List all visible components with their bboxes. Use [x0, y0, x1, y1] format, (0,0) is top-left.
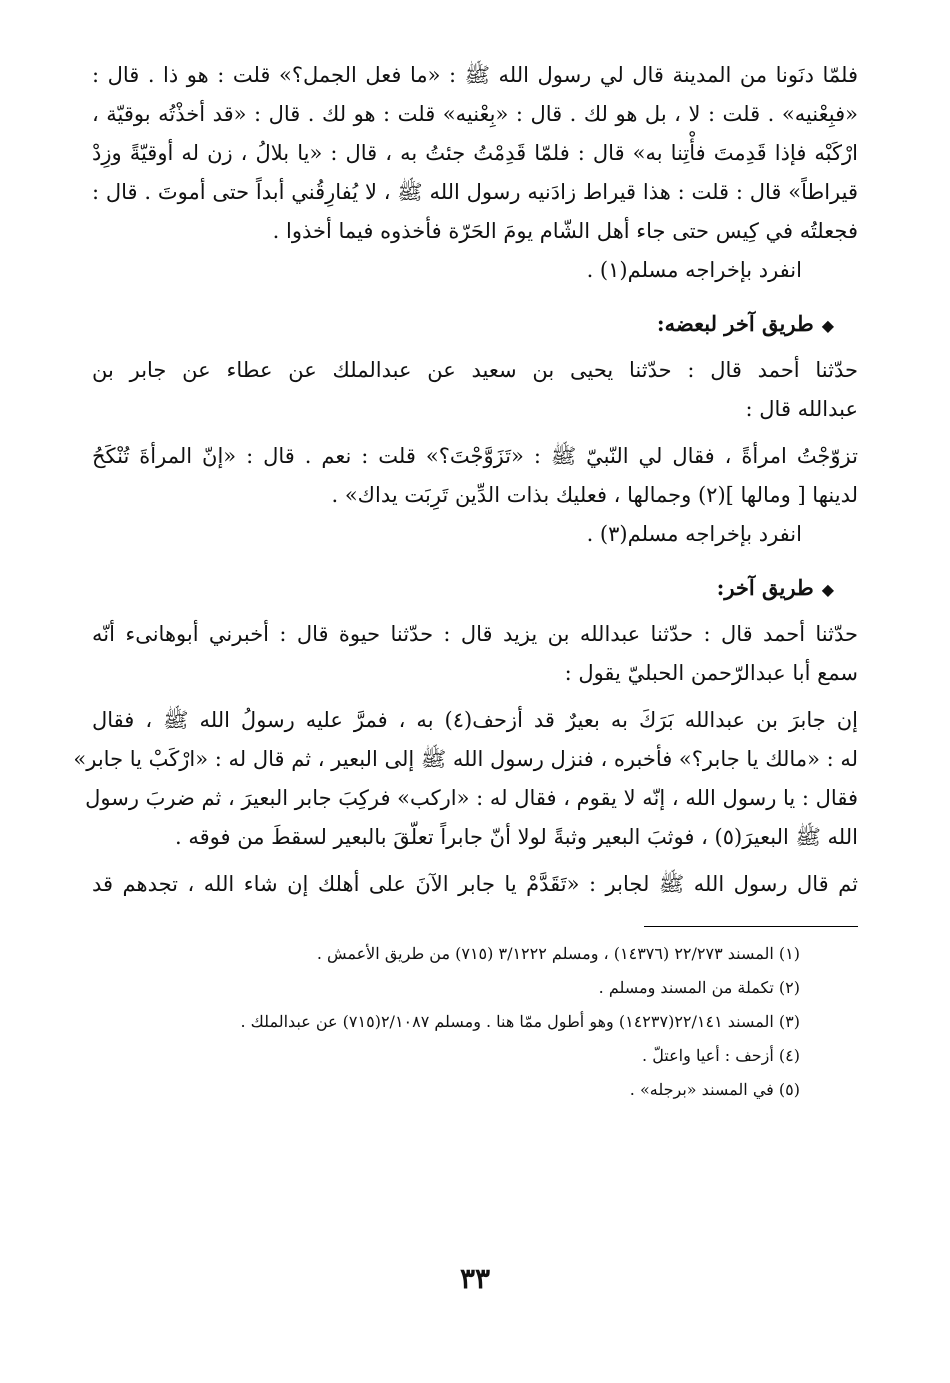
footnote: (٣) المسند ٢٢/١٤١(١٤٢٣٧) وهو أطول ممّا هنا . ومسلم ٢/١٠٨٧(٧١٥) عن عبدالملك .	[240, 1012, 800, 1031]
paragraph-isnad	[92, 351, 858, 429]
diamond-bullet-icon: ◆	[821, 580, 834, 599]
text-line: فقال : يا رسول الله ، إنّه لا يقوم ، فقال له : «اركب» فركِبَ جابر البعيرَ ، ثم ضربَ رسول	[85, 786, 858, 810]
text-line: له : «مالك يا جابر؟» فأخبره ، فنزل رسول الله ﷺ إلى البعير ، ثم قال له : «ارْكَبْ يا جابر»	[73, 747, 858, 771]
text-line: الله ﷺ البعيرَ(٥) ، فوثبَ البعير وثبةً لولا أنّ جابراً تعلّقَ بالبعير لسقطَ من فوقه .	[175, 825, 858, 849]
text-line: حدّثنا أحمد قال : حدّثنا يحيى بن سعيد عن عبدالملك عن عطاء عن جابر بن	[92, 358, 858, 382]
footnote-divider	[644, 926, 858, 927]
footnotes	[92, 937, 858, 1107]
footnote: (٥) في المسند «برجله» .	[629, 1080, 800, 1099]
text-line: حدّثنا أحمد قال : حدّثنا عبدالله بن يزيد قال : حدّثنا حيوة قال : أخبرني أبوهانىء أنّه	[92, 622, 858, 646]
text-line: تزوّجْتُ امرأةً ، فقال لي النّبيّ ﷺ : «تَزَوَّجْتَ؟» قلت : نعم . قال : «إنّ المرأةَ تُنْكَحُ	[92, 444, 858, 468]
section-heading: ◆طريق آخر:	[716, 575, 834, 600]
text-line: إن جابرَ بن عبدالله بَرَكَ به بعيرٌ قد أزحف(٤) به ، فمرَّ عليه رسولُ الله ﷺ ، فقال	[92, 708, 858, 732]
paragraph-hadith-marriage	[92, 437, 858, 515]
section-heading: ◆طريق آخر لبعضه:	[656, 311, 834, 336]
text-line: فلمّا دنَونا من المدينة قال لي رسول الله ﷺ : «ما فعل الجمل؟» قلت : هو ذا . قال :	[92, 63, 858, 87]
paragraph-hadith-camel	[92, 56, 858, 251]
footnote: (٢) تكملة من المسند ومسلم .	[598, 978, 800, 997]
diamond-bullet-icon: ◆	[821, 316, 834, 335]
text-line: فجعلتُه في كِيس حتى جاء أهل الشّام يومَ الحَرّة فأخذوه فيما أخذوا .	[272, 219, 858, 243]
text-line: لدينها [ ومالها ](٢) وجمالها ، فعليك بذات الدِّين تَرِبَت يداك» .	[331, 483, 858, 507]
paragraph-continuation	[92, 865, 858, 904]
text-line: قيراطاً» قال : قلت : هذا قيراط زادَنيه رسول الله ﷺ ، لا يُفارِقُني أبداً حتى أموتَ . قال :	[92, 180, 858, 204]
text-line: سمع أبا عبدالرّحمن الحبليّ يقول :	[564, 661, 858, 685]
paragraph-hadith-jabir	[73, 701, 858, 857]
attribution-note: انفرد بإخراجه مسلم(١) .	[586, 258, 802, 282]
footnote: (٤) أزحف : أعيا واعتلّ .	[642, 1046, 800, 1065]
text-line: «فبِعْنيه» . قلت : لا ، بل هو لك . قال : «بِعْنيه» قلت : هو لك . قال : «قد أخذْتُه بوقيّة ،	[92, 102, 858, 126]
footnote: (١) المسند ٢٢/٢٧٣ (١٤٣٧٦) ، ومسلم ٣/١٢٢٢ (٧١٥) من طريق الأعمش .	[316, 944, 800, 963]
attribution-note: انفرد بإخراجه مسلم(٣) .	[586, 522, 802, 546]
text-line: ثم قال رسول الله ﷺ لجابر : «تَقَدَّمْ يا جابر الآنَ على أهلك إن شاء الله ، تجدهم قد	[92, 872, 858, 896]
text-line: ارْكَبْه فإذا قَدِمتَ فأْتِنا به» قال : فلمّا قَدِمْتُ جئتُ به ، قال : «يا بلالُ ، زن له أوقيّةً وزِدْ	[92, 141, 858, 165]
page-number: ٣٣	[459, 1262, 491, 1295]
paragraph-isnad	[92, 615, 858, 693]
text-line: عبدالله قال :	[745, 397, 858, 421]
